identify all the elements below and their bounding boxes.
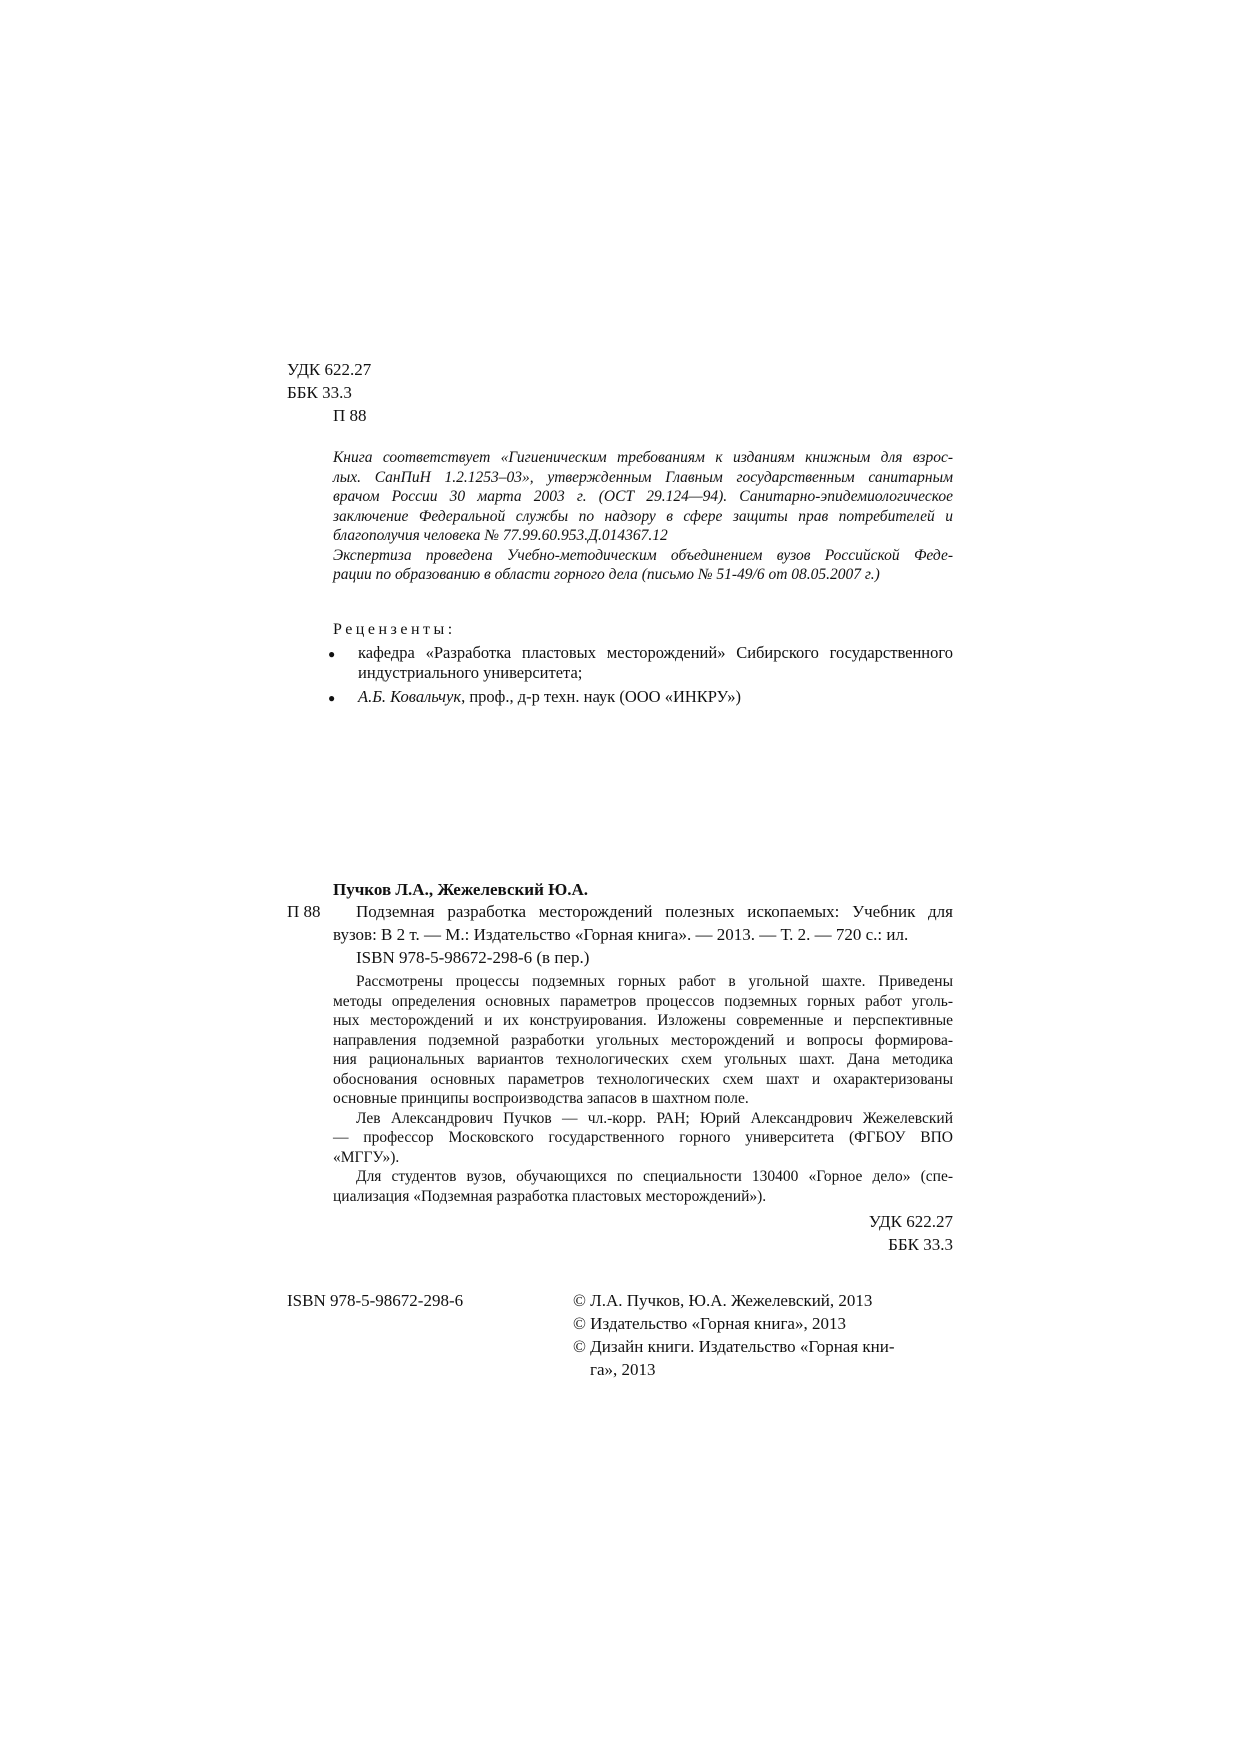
bib-title-line: Подземная разработка месторождений полезных ископаемых: Учебник для (356, 902, 953, 921)
notice-line: лых. СанПиН 1.2.1253–03», утвержденным Главным государственным санитарным (333, 468, 953, 486)
reviewer-line: кафедра «Разработка пластовых месторождений» Сибирского государственного (358, 643, 953, 662)
hygiene-notice (333, 448, 953, 585)
annotation-line: ния рациональных вариантов технологических схем угольных шахт. Дана методика (333, 1051, 953, 1068)
list-item (328, 643, 953, 683)
bib-code: П 88 (287, 902, 321, 921)
reviewer-name: А.Б. Ковальчук (358, 687, 462, 706)
reviewer-details: , проф., д-р техн. наук (ООО «ИНКРУ») (461, 687, 741, 706)
notice-line: Книга соответствует «Гигиеническим требованиям к изданиям книжным для взрос- (333, 449, 953, 466)
bib-isbn-line: ISBN 978-5-98672-298-6 (в пер.) (356, 948, 590, 967)
bullet-icon: ● (328, 647, 336, 661)
annotation-line: Для студентов вузов, обучающихся по специальности 130400 «Горное дело» (спе- (356, 1168, 953, 1185)
annotation-line: обоснования основных параметров технологических схем шахт и охарактеризованы (333, 1070, 953, 1088)
annotation-line: методы определения основных параметров процессов подземных горных работ уголь- (333, 992, 953, 1010)
list-item (328, 687, 953, 707)
isbn: ISBN 978-5-98672-298-6 (287, 1291, 464, 1310)
reviewers-title: Рецензенты: (333, 621, 456, 638)
bbk-code: ББК 33.3 (287, 383, 352, 402)
footer-udk: УДК 622.27 (868, 1212, 953, 1231)
notice-line: рации по образованию в области горного дела (письмо № 51-49/6 от 08.05.2007 г.) (333, 566, 880, 583)
notice-line: Экспертиза проведена Учебно-методическим объединением вузов Российской Феде- (333, 546, 953, 564)
annotation-line: основные принципы воспроизводства запасов в шахтном поле. (333, 1090, 749, 1107)
annotation-line: Лев Александрович Пучков — чл.-корр. РАН; Юрий Александрович Жежелевский (356, 1109, 953, 1127)
reviewer-line: индустриального университета; (358, 663, 583, 682)
reviewers-list (328, 643, 953, 707)
annotation (333, 972, 953, 1206)
annotation-line: ных месторождений и их конструирования. Изложены современные и перспективные (333, 1012, 953, 1029)
notice-line: благополучия человека № 77.99.60.953.Д.014367.12 (333, 527, 668, 544)
copyright-line: © Издательство «Горная книга», 2013 (573, 1314, 846, 1333)
copyright-line: © Дизайн книги. Издательство «Горная кни- (573, 1337, 895, 1356)
annotation-line: — профессор Московского государственного горного университета (ФГБОУ ВПО (333, 1129, 953, 1146)
annotation-line: направления подземной разработки угольных месторождений и вопросы формирова- (333, 1031, 953, 1049)
bib-imprint-line: вузов: В 2 т. — М.: Издательство «Горная книга». — 2013. — Т. 2. — 720 с.: ил. (333, 925, 909, 944)
copyright-block (573, 1291, 953, 1380)
annotation-line: «МГГУ»). (333, 1148, 400, 1166)
annotation-line: циализация «Подземная разработка пластовых месторождений»). (333, 1187, 767, 1205)
footer-bbk: ББК 33.3 (888, 1235, 953, 1254)
udk-code: УДК 622.27 (287, 360, 372, 379)
authors-heading: Пучков Л.А., Жежелевский Ю.А. (333, 880, 589, 899)
notice-line: врачом России 30 марта 2003 г. (ОСТ 29.124—94). Санитарно-эпидемиологическое (333, 488, 953, 505)
copyright-line: га», 2013 (590, 1360, 656, 1379)
author-sign-code: П 88 (333, 406, 367, 425)
bullet-icon: ● (328, 691, 336, 705)
copyright-line: © Л.А. Пучков, Ю.А. Жежелевский, 2013 (573, 1291, 873, 1310)
annotation-line: Рассмотрены процессы подземных горных работ в угольной шахте. Приведены (356, 973, 953, 990)
notice-line: заключение Федеральной службы по надзору в сфере защиты прав потребителей и (333, 507, 953, 525)
